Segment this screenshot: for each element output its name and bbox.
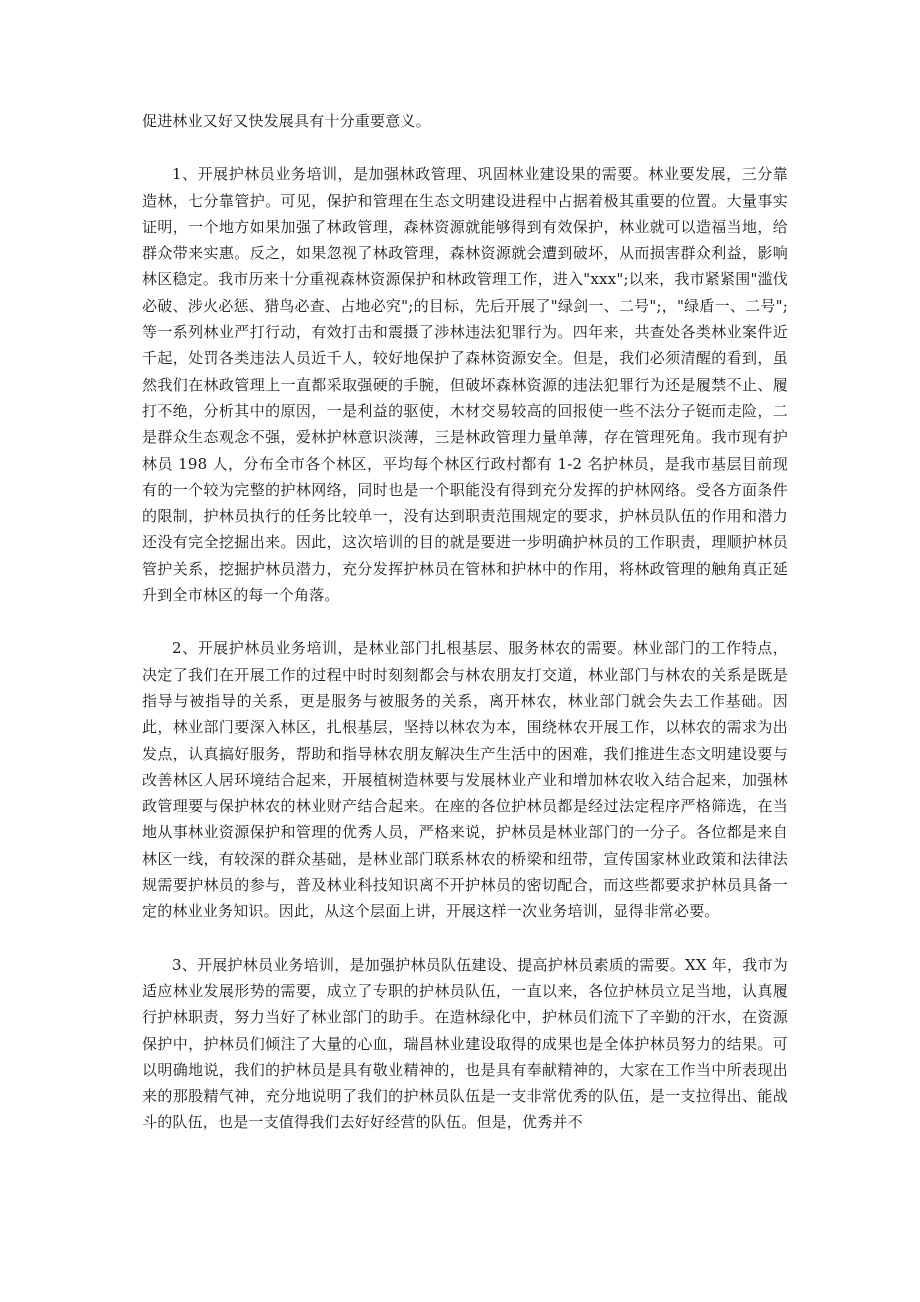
paragraph-1: 1、开展护林员业务培训，是加强林政管理、巩固林业建设果的需要。林业要发展，三分靠造林，七分靠管护。可见，保护和管理在生态文明建设进程中占据着极其重要的位置。大量事实证明，一个地方如果加强了林政管理，森林资源就能够得到有效保护，林业就可以造福当地，给群众带来实惠。反之，如果忽视了林政管理，森林资源就会遭到破坏，从而损害群众利益，影响林区稳定。我市历来十分重视森林资源保护和林政管理工作，进入"xxx";以来，我市紧紧围"滥伐必破、涉火必惩、猎鸟必查、占地必究";的目标，先后开展了"绿剑一、二号";，"绿盾一、二号";等一系列林业严打行动，有效打击和震摄了涉林违法犯罪行为。四年来，共查处各类林业案件近千起，处罚各类违法人员近千人，较好地保护了森林资源安全。但是，我们必须清醒的看到，虽然我们在林政管理上一直都采取强硬的手腕，但破坏森林资源的违法犯罪行为还是履禁不止、履打不绝，分析其中的原因，一是利益的驱使，木材交易较高的回报使一些不法分子铤而走险，二是群众生态观念不强，爱林护林意识淡薄，三是林政管理力量单薄，存在管理死角。我市现有护林员 198 人，分布全市各个林区，平均每个林区行政村都有 1-2 名护林员，是我市基层目前现有的一个较为完整的护林网络，同时也是一个职能没有得到充分发挥的护林网络。受各方面条件的限制，护林员执行的任务比较单一，没有达到职责范围规定的要求，护林员队伍的作用和潜力还没有完全挖掘出来。因此，这次培训的目的就是要进一步明确护林员的工作职责，理顺护林员管护关系，挖掘护林员潜力，充分发挥护林员在管林和护林中的作用，将林政管理的触角真正延升到全市林区的每一个角落。 xyxy=(142,165,788,605)
paragraph-gap xyxy=(142,134,788,161)
paragraph-gap xyxy=(142,925,788,952)
paragraph-gap xyxy=(142,608,788,635)
document-page xyxy=(142,108,788,1136)
paragraph-3: 3、开展护林员业务培训，是加强护林员队伍建设、提高护林员素质的需要。XX 年，我市为适应林业发展形势的需要，成立了专职的护林员队伍，一直以来，各位护林员立足当地，认真履行护林职责，努力当好了林业部门的助手。在造林绿化中，护林员们流下了辛勤的汗水，在资源保护中，护林员们倾注了大量的心血，瑞昌林业建设取得的成果也是全体护林员努力的结果。可以明确地说，我们的护林员是具有敬业精神的，也是具有奉献精神的，大家在工作当中所表现出来的那股精气神，充分地说明了我们的护林员队伍是一支非常优秀的队伍，是一支拉得出、能战斗的队伍，也是一支值得我们去好好经营的队伍。但是，优秀并不 xyxy=(142,955,788,1132)
paragraph-2: 2、开展护林员业务培训，是林业部门扎根基层、服务林农的需要。林业部门的工作特点，决定了我们在开展工作的过程中时时刻刻都会与林农朋友打交道，林业部门与林农的关系是既是指导与被指导的关系，更是服务与被服务的关系，离开林农，林业部门就会失去工作基础。因此，林业部门要深入林区，扎根基层，坚持以林农为本，围绕林农开展工作，以林农的需求为出发点，认真搞好服务，帮助和指导林农朋友解决生产生活中的困难，我们推进生态文明建设要与改善林区人居环境结合起来，开展植树造林要与发展林业产业和增加林农收入结合起来，加强林政管理要与保护林农的林业财产结合起来。在座的各位护林员都是经过法定程序严格筛选，在当地从事林业资源保护和管理的优秀人员，严格来说，护林员是林业部门的一分子。各位都是来自林区一线，有较深的群众基础，是林业部门联系林农的桥梁和纽带，宣传国家林业政策和法律法规需要护林员的参与，普及林业科技知识离不开护林员的密切配合，而这些都要求护林员具备一定的林业业务知识。因此，从这个层面上讲，开展这样一次业务培训，显得非常必要。 xyxy=(142,639,788,921)
intro-paragraph: 促进林业又好又快发展具有十分重要意义。 xyxy=(142,112,431,130)
